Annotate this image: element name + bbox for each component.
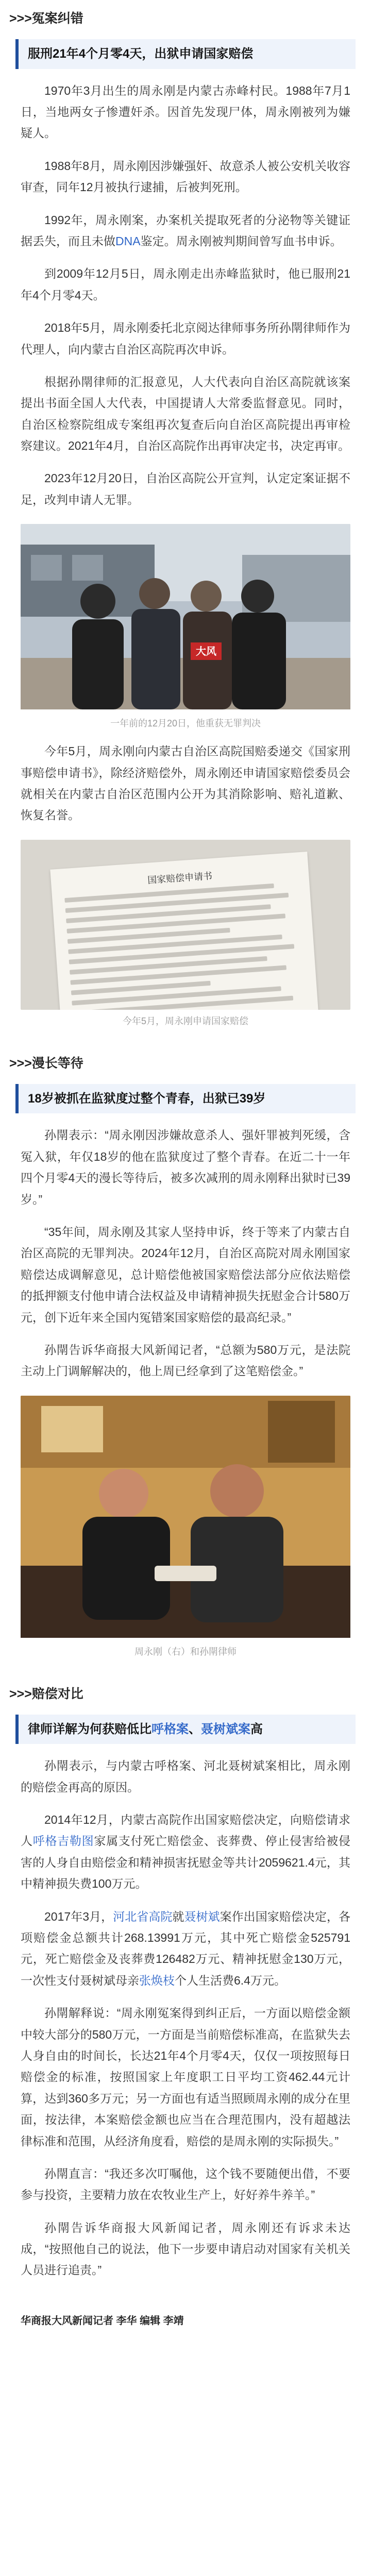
zhang-huanzhi-link[interactable]: 张焕枝 bbox=[139, 1973, 175, 1987]
paragraph bbox=[21, 1809, 350, 1895]
photo-lawyer-and-client bbox=[21, 1396, 350, 1640]
hebei-court-link[interactable]: 河北省高院 bbox=[113, 1909, 173, 1923]
paragraph: 孙閛表示：“周永刚因涉嫌故意杀人、强奸罪被判死缓，含冤入狱，年仅18岁的他在监狱度过了整个青春。在近二十一年四个月零4天的漫长等待后，被多次减刑的周永刚释出狱时已39岁。” bbox=[21, 1128, 350, 1206]
paragraph: 孙閛告诉华商报大风新闻记者，周永刚还有诉求未达成，“按照他自己的说法，他下一步要申请启动对国家有关机关人员进行追责。” bbox=[21, 2221, 350, 2277]
section-header-compensation-comparison bbox=[0, 1679, 371, 1707]
huge-case-link[interactable]: 呼格案 bbox=[151, 1722, 189, 1736]
photo-illustration bbox=[21, 1396, 350, 1638]
dna-link[interactable]: DNA bbox=[115, 234, 141, 248]
nie-case-link[interactable]: 聂树斌案 bbox=[201, 1722, 250, 1736]
paragraph bbox=[21, 210, 350, 252]
text-span: 2017年3月， bbox=[44, 1909, 113, 1923]
paragraph bbox=[21, 1906, 350, 1992]
photo-acquittal bbox=[21, 524, 350, 712]
text-span: 2014年12月，内蒙古高院作出国家赔偿决定，向赔偿请求人 bbox=[21, 1813, 350, 1848]
paragraph: 孙閛表示，与内蒙古呼格案、河北聂树斌案相比，周永刚的赔偿金再高的原因。 bbox=[21, 1759, 350, 1794]
photo-compensation-application bbox=[21, 840, 350, 1010]
section-title: >>>赔偿对比 bbox=[9, 1686, 83, 1701]
photo-caption: 今年5月，周永刚申请国家赔偿 bbox=[122, 1015, 248, 1026]
paragraph: 孙閛解释说：“周永刚冤案得到纠正后，一方面以赔偿金额中较大部分的580万元，一方面是当前赔偿标准高，在监狱失去人身自由的时间长，长达21年4个月零4天，仅仅一项按照每日赔偿金的标准，按照国家上年度职工日平均工资462.44元计算，达到360多万元；另一方面也有适当照顾周永刚的成分在里面，按法律，本案赔偿金额也应当在合理范围内，没有超越法律标准和范围，从经济角度看，赔偿的是周永刚的实际损失。” bbox=[21, 2006, 350, 2148]
paragraph: 今年5月，周永刚向内蒙古自治区高院国赔委递交《国家刑事赔偿申请书》，除经济赔偿外，周永刚还申请国家赔偿委员会就相关在内蒙古自治区范围内公开为其消除影响、赔礼道歉、恢复名誉。 bbox=[21, 744, 350, 822]
paragraph: 孙閛直言：“我还多次叮嘱他，这个钱不要随便出借，不要参与投资，主要精力放在农牧业生产上，好好养牛养羊。” bbox=[21, 2166, 350, 2202]
section-title: >>>漫长等待 bbox=[9, 1056, 83, 1071]
paragraph: “35年间，周永刚及其家人坚持申诉，终于等来了内蒙古自治区高院的无罪判决。2024年12月，自治区高院对周永刚国家赔偿达成调解意见，总计赔偿他被国家赔偿法部分应依法赔偿的抵押额支付他申请合法权益及申请精神损失抚慰金合计580万元，创下近年来全国内冤错案国家赔偿的最高纪录。” bbox=[21, 1225, 350, 1324]
paragraph: 1988年8月，周永刚因涉嫌强奸、故意杀人被公安机关收容审查，同年12月被执行逮捕，后被判死刑。 bbox=[21, 159, 350, 194]
paragraph: 到2009年12月5日，周永刚走出赤峰监狱时，他已服刑21年4个月零4天。 bbox=[21, 267, 350, 302]
text-span: 、 bbox=[189, 1722, 201, 1736]
section-header-long-wait bbox=[0, 1048, 371, 1077]
document-image bbox=[50, 852, 321, 1010]
photo-caption: 周永刚（右）和孙閛律师 bbox=[134, 1646, 237, 1657]
subheadline: 服刑21年4个月零4天，出狱申请国家赔偿 bbox=[15, 39, 356, 69]
section-header-case-correction bbox=[0, 3, 371, 32]
text-span: 1992年，周永刚案，办案机关提取死者的分泌物等关键证据丢失，而且未做 bbox=[21, 213, 350, 248]
section-title: >>>冤案纠错 bbox=[9, 11, 83, 26]
text-span: 家属支付死亡赔偿金、丧葬费、停止侵害给被侵害的人身自由赔偿金和精神损害抚慰金等共计2059621.4元，其中精神损失费100万元。 bbox=[21, 1834, 351, 1891]
subheadline: 18岁被抓在监狱度过整个青春，出狱已39岁 bbox=[15, 1084, 356, 1114]
text-span: 个人生活费6.4万元。 bbox=[175, 1973, 286, 1987]
paragraph: 根据孙閛律师的汇报意见，人大代表向自治区高院就该案提出书面全国人大代表，中国提请人大常委监督意见。同时，自治区检察院组成专案组再次复查后向自治区高院提出再审检察建议。2021年4月，自治区高院作出再审决定书，决定再审。 bbox=[21, 375, 350, 453]
nie-shubin-link[interactable]: 聂树斌 bbox=[184, 1909, 220, 1923]
photo-illustration bbox=[21, 524, 350, 709]
huge-jiletu-link[interactable]: 呼格吉勒图 bbox=[32, 1834, 94, 1848]
text-span: 就 bbox=[172, 1909, 184, 1923]
photo-banner-text: 大风 bbox=[196, 645, 216, 658]
text-span: 高 bbox=[250, 1722, 263, 1736]
paragraph: 2023年12月20日，自治区高院公开宣判，认定定案证据不足，改判申请人无罪。 bbox=[21, 471, 350, 506]
text-span: 鉴定。周永刚被判期间曾写血书申诉。 bbox=[140, 234, 342, 248]
paragraph: 2018年5月，周永刚委托北京阅达律师事务所孙閛律师作为代理人，向内蒙古自治区高院再次申诉。 bbox=[21, 321, 350, 356]
byline: 华商报大风新闻记者 李华 编辑 李靖 bbox=[21, 2315, 184, 2327]
document-title: 国家赔偿申请书 bbox=[147, 870, 213, 886]
photo-caption: 一年前的12月20日，他重获无罪判决 bbox=[110, 718, 261, 729]
paragraph: 孙閛告诉华商报大风新闻记者，“总额为580万元，是法院主动上门调解解决的，他上周已经拿到了这笔赔偿金。” bbox=[21, 1343, 350, 1378]
text-span: 律师详解为何获赔低比 bbox=[28, 1722, 151, 1736]
paragraph: 1970年3月出生的周永刚是内蒙古赤峰村民。1988年7月1日，当地两女子惨遭奸杀。因首先发现尸体，周永刚被列为嫌疑人。 bbox=[21, 83, 350, 140]
text-span: 案作出国家赔偿决定，各项赔偿金总额共计268.13991万元，其中死亡赔偿金525791元，死亡赔偿金及丧葬费126482万元、精神抚慰金130万元，一次性支付聂树斌母亲 bbox=[21, 1909, 351, 1987]
subheadline bbox=[15, 1715, 356, 1744]
